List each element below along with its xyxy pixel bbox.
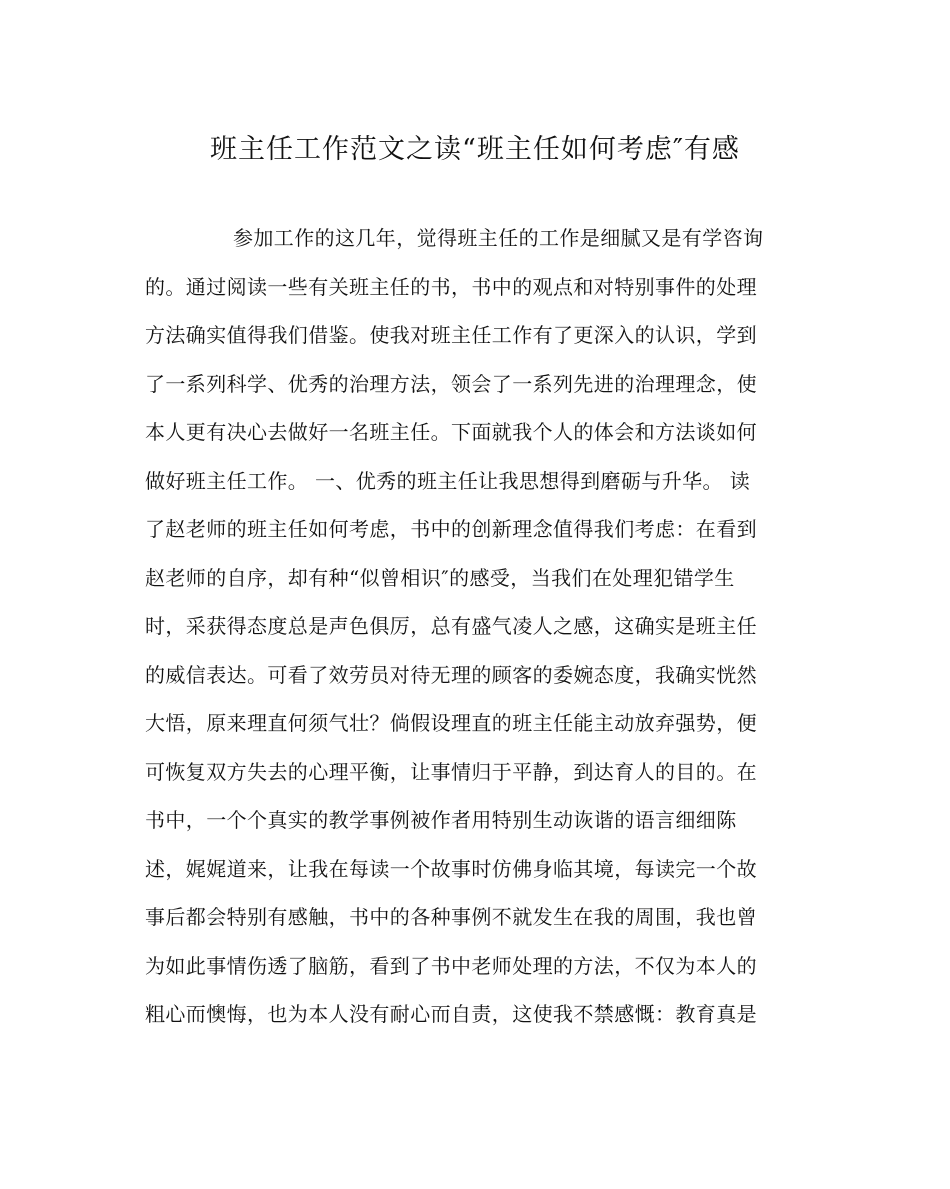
body-line: 大悟，原来理直何须气壮？倘假设理直的班主任能主动放弃强势，便 <box>145 711 757 735</box>
body-line: 的。通过阅读一些有关班主任的书，书中的观点和对特别事件的处理 <box>145 274 757 299</box>
body-line: 的威信表达。可看了效劳员对待无理的顾客的委婉态度，我确实恍然 <box>145 662 757 687</box>
document-body <box>145 218 805 1043</box>
body-line: 为如此事情伤透了脑筋，看到了书中老师处理的方法，不仅为本人的 <box>145 953 757 978</box>
body-line: 可恢复双方失去的心理平衡，让事情归于平静，到达育人的目的。在 <box>145 759 757 784</box>
body-line: 方法确实值得我们借鉴。使我对班主任工作有了更深入的认识，学到 <box>145 323 757 347</box>
body-line: 做好班主任工作。 一、优秀的班主任让我思想得到磨砺与升华。 读 <box>145 468 751 493</box>
body-line: 本人更有决心去做好一名班主任。下面就我个人的体会和方法谈如何 <box>145 420 757 444</box>
body-line: 时，采获得态度总是声色俱厉，总有盛气凌人之感，这确实是班主任 <box>145 614 757 638</box>
body-line: 粗心而懊悔，也为本人没有耐心而自责，这使我不禁感慨：教育真是 <box>145 1002 757 1026</box>
body-line: 述，娓娓道来，让我在每读一个故事时仿佛身临其境，每读完一个故 <box>145 856 757 881</box>
body-line: 了赵老师的班主任如何考虑，书中的创新理念值得我们考虑：在看到 <box>145 517 757 541</box>
body-line: 赵老师的自序，却有种“似曾相识″的感受，当我们在处理犯错学生 <box>145 565 735 590</box>
body-line: 了一系列科学、优秀的治理方法，领会了一系列先进的治理理念，使 <box>145 371 757 396</box>
body-line: 参加工作的这几年，觉得班主任的工作是细腻又是有学咨询 <box>233 226 764 250</box>
body-line: 书中，一个个真实的教学事例被作者用特别生动诙谐的语言细细陈 <box>145 808 737 832</box>
body-line: 事后都会特别有感触，书中的各种事例不就发生在我的周围，我也曾 <box>145 905 757 929</box>
document-title: 班主任工作范文之读“班主任如何考虑″有感 <box>210 134 740 165</box>
